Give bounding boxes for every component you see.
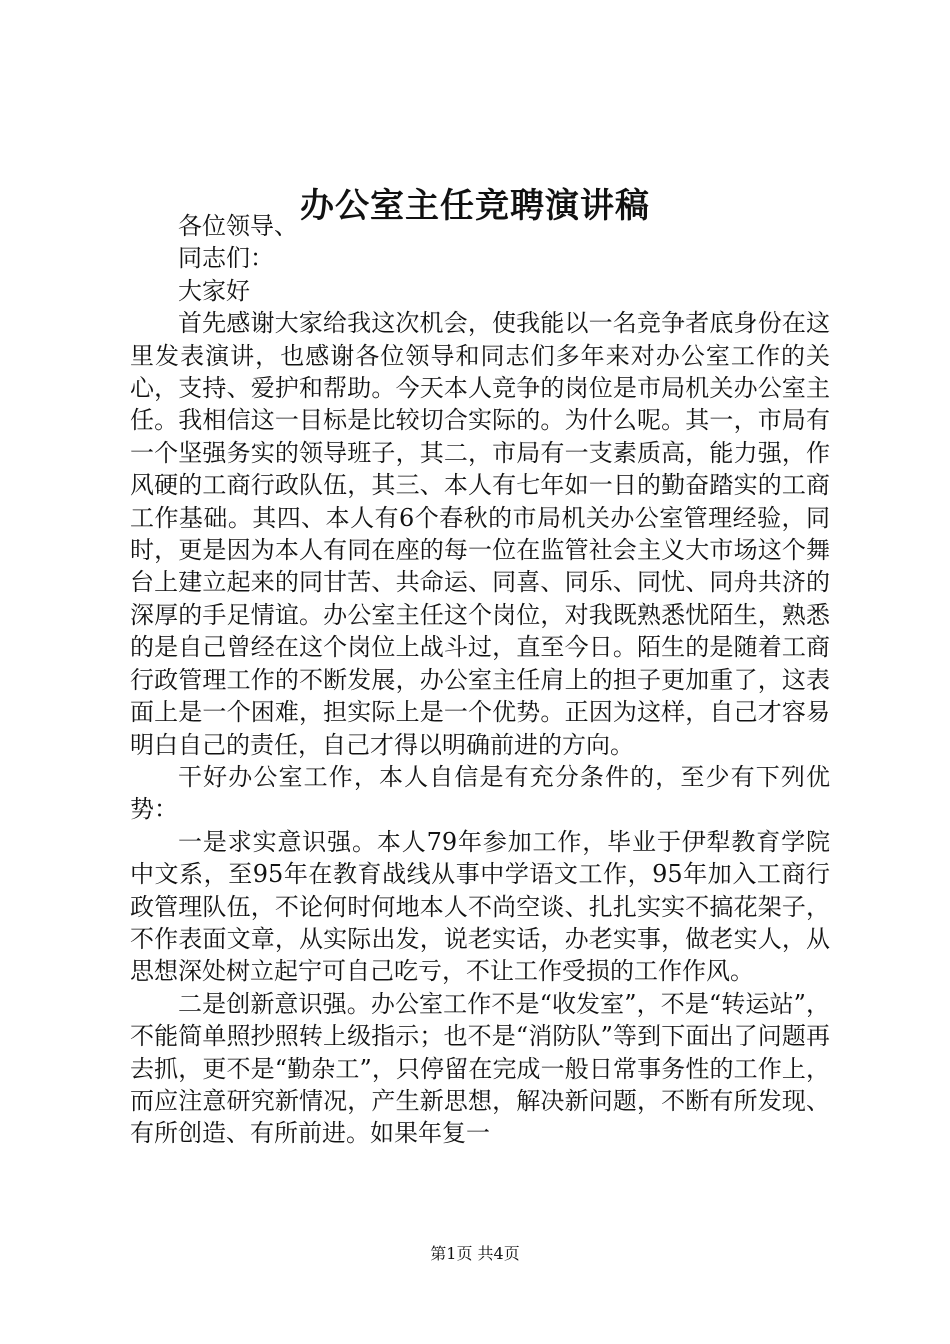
greeting: 大家好	[178, 276, 250, 305]
page-footer: 第1页 共4页	[430, 1244, 520, 1263]
salutation-leaders: 各位领导、	[178, 212, 298, 240]
paragraph-advantage-pragmatism: 一是求实意识强。本人79年参加工作，毕业于伊犁教育学院中文系，至95年在教育战线从事中学语文工作，95年加入工商行政管理队伍，不论何时何地本人不尚空谈、扎扎实实不搞花架子，不作表面文章，从实际出发，说老实话，办老实事，做老实人，从思想深处树立起宁可自己吃亏，不让工作受损的工作作风。	[130, 827, 830, 986]
paragraph-advantage-innovation: 二是创新意识强。办公室工作不是“收发室”，不是“转运站”，不能简单照抄照转上级指示；也不是“消防队”等到下面出了问题再去抓，更不是“勤杂工”，只停留在完成一般日常事务性的工作上，而应注意研究新情况，产生新思想，解决新问题，不断有所发现、有所创造、有所前进。如果年复一	[130, 989, 830, 1148]
salutation-comrades: 同志们：	[178, 244, 274, 273]
paragraph-intro: 首先感谢大家给我这次机会，使我能以一名竞争者底身份在这里发表演讲，也感谢各位领导和同志们多年来对办公室工作的关心，支持、爱护和帮助。今天本人竞争的岗位是市局机关办公室主任。我相信这一目标是比较切合实际的。为什么呢。其一，市局有一个坚强务实的领导班子，其二，市局有一支素质高，能力强，作风硬的工商行政队伍，其三、本人有七年如一日的勤奋踏实的工商工作基础。其四、本人有6个春秋的市局机关办公室管理经验，同时，更是因为本人有同在座的每一位在监管社会主义大市场这个舞台上建立起来的同甘苦、共命运、同喜、同乐、同忧、同舟共济的深厚的手足情谊。办公室主任这个岗位，对我既熟悉忧陌生，熟悉的是自己曾经在这个岗位上战斗过，直至今日。陌生的是随着工商行政管理工作的不断发展，办公室主任肩上的担子更加重了，这表面上是一个困难，担实际上是一个优势。正因为这样，自己才容易明白自己的责任，自己才得以明确前进的方向。	[130, 309, 830, 759]
paragraph-advantages-lead: 干好办公室工作，本人自信是有充分条件的，至少有下列优势：	[130, 762, 830, 824]
document-title: 办公室主任竞聘演讲稿	[300, 186, 650, 226]
document-body	[130, 210, 830, 1150]
